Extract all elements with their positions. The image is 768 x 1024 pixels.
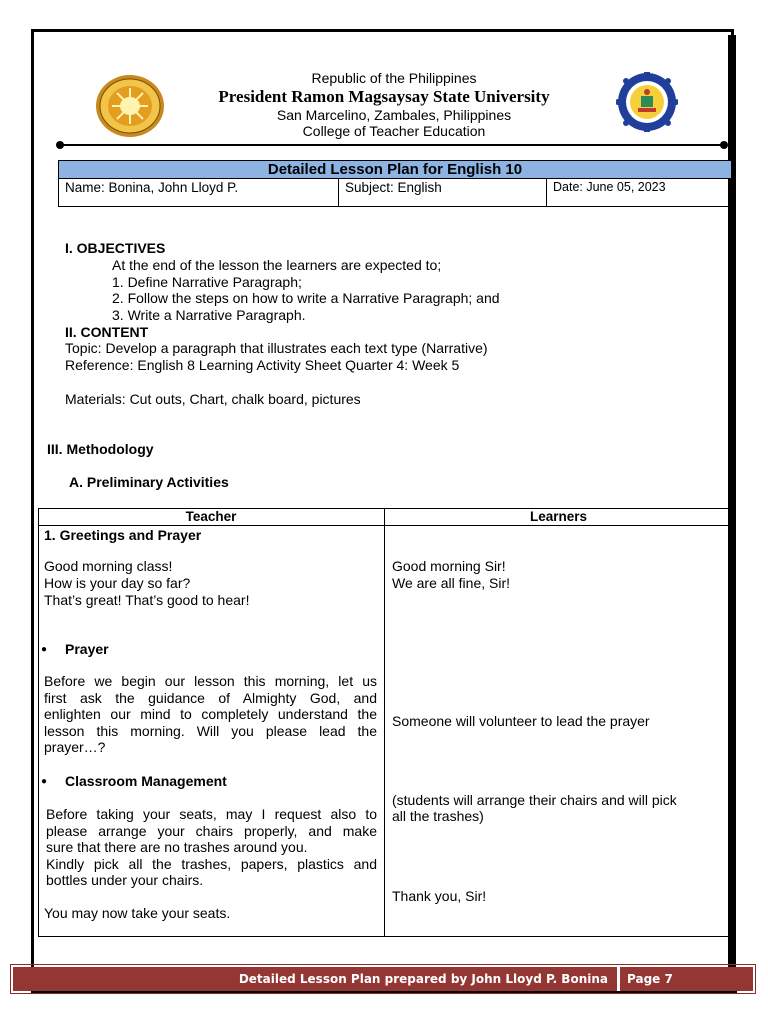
- bullet-icon: ●: [41, 644, 48, 655]
- column-header-learners: Learners: [529, 509, 588, 524]
- teacher-line: bottles under your chairs.: [46, 872, 204, 888]
- teacher-line: Before taking your seats, may I request also to: [46, 806, 377, 822]
- teacher-line: prayer…?: [44, 739, 106, 755]
- teacher-line: lesson this morning. Will you please lead the: [44, 722, 377, 739]
- objectives-intro: At the end of the lesson the learners are expected to;: [112, 257, 442, 273]
- table-column-divider: [384, 508, 385, 937]
- teacher-line: sure that there are no trashes around you.: [46, 839, 308, 855]
- header-divider: [60, 144, 724, 146]
- content-heading: II. CONTENT: [65, 324, 149, 340]
- lesson-info-row: [58, 179, 732, 207]
- divider-dot-left: [56, 141, 64, 149]
- teacher-line: please arrange your chairs properly, and make: [46, 822, 377, 839]
- content-topic: Topic: Develop a paragraph that illustrates each text type (Narrative): [65, 340, 488, 356]
- teacher-management-paragraph: [46, 806, 377, 889]
- teacher-line: Kindly pick all the trashes, papers, plastics and: [46, 855, 377, 872]
- header-republic: Republic of the Philippines: [311, 70, 477, 86]
- preliminary-activities-heading: A. Preliminary Activities: [69, 474, 229, 490]
- objective-item: 2. Follow the steps on how to write a Narrative Paragraph; and: [112, 290, 500, 306]
- bullet-prayer-heading: Prayer: [65, 641, 109, 657]
- teacher-line: enlighten our mind to completely understand the: [44, 706, 377, 722]
- objective-item: 3. Write a Narrative Paragraph.: [112, 307, 306, 323]
- teacher-line: That’s great! That’s good to hear!: [44, 592, 250, 608]
- section-title: 1. Greetings and Prayer: [44, 527, 202, 543]
- learner-line: We are all fine, Sir!: [392, 575, 511, 591]
- learner-line: all the trashes): [392, 808, 484, 824]
- learner-line: Thank you, Sir!: [392, 888, 487, 904]
- header-college: College of Teacher Education: [302, 123, 486, 139]
- teacher-line: How is your day so far?: [44, 575, 191, 591]
- teacher-line: Before we begin our lesson this morning, let us: [44, 673, 377, 689]
- learner-line: (students will arrange their chairs and will pick: [392, 792, 677, 808]
- content-reference: Reference: English 8 Learning Activity Sheet Quarter 4: Week 5: [65, 357, 460, 373]
- lesson-date: Date: June 05, 2023: [553, 180, 666, 194]
- table-header-divider: [38, 525, 732, 526]
- lesson-name: Name: Bonina, John Lloyd P.: [59, 179, 339, 206]
- footer-prepared-by: Detailed Lesson Plan prepared by John Lloyd P. Bonina: [238, 972, 608, 986]
- column-header-teacher: Teacher: [185, 509, 237, 524]
- lesson-subject: Subject: English: [339, 179, 547, 206]
- content-materials: Materials: Cut outs, Chart, chalk board, pictures: [65, 391, 361, 407]
- divider-dot-right: [720, 141, 728, 149]
- bullet-icon: ●: [41, 776, 48, 787]
- bullet-management-heading: Classroom Management: [65, 773, 227, 789]
- learner-line: Good morning Sir!: [392, 558, 506, 574]
- objective-item: 1. Define Narrative Paragraph;: [112, 274, 302, 290]
- teacher-line: first ask the guidance of Almighty God, and: [44, 689, 377, 706]
- teacher-line: Good morning class!: [44, 558, 173, 574]
- learner-line: Someone will volunteer to lead the prayer: [392, 713, 650, 729]
- teacher-prayer-paragraph: [44, 673, 377, 756]
- header-address: San Marcelino, Zambales, Philippines: [276, 107, 512, 123]
- header-university-name: President Ramon Magsaysay State University: [218, 87, 550, 106]
- footer-page-number: Page 7: [627, 972, 673, 986]
- objectives-heading: I. OBJECTIVES: [65, 240, 166, 256]
- lesson-plan-title: Detailed Lesson Plan for English 10: [58, 160, 732, 179]
- methodology-heading: III. Methodology: [47, 441, 154, 457]
- teacher-line: You may now take your seats.: [44, 905, 231, 921]
- footer-separator: [617, 967, 620, 991]
